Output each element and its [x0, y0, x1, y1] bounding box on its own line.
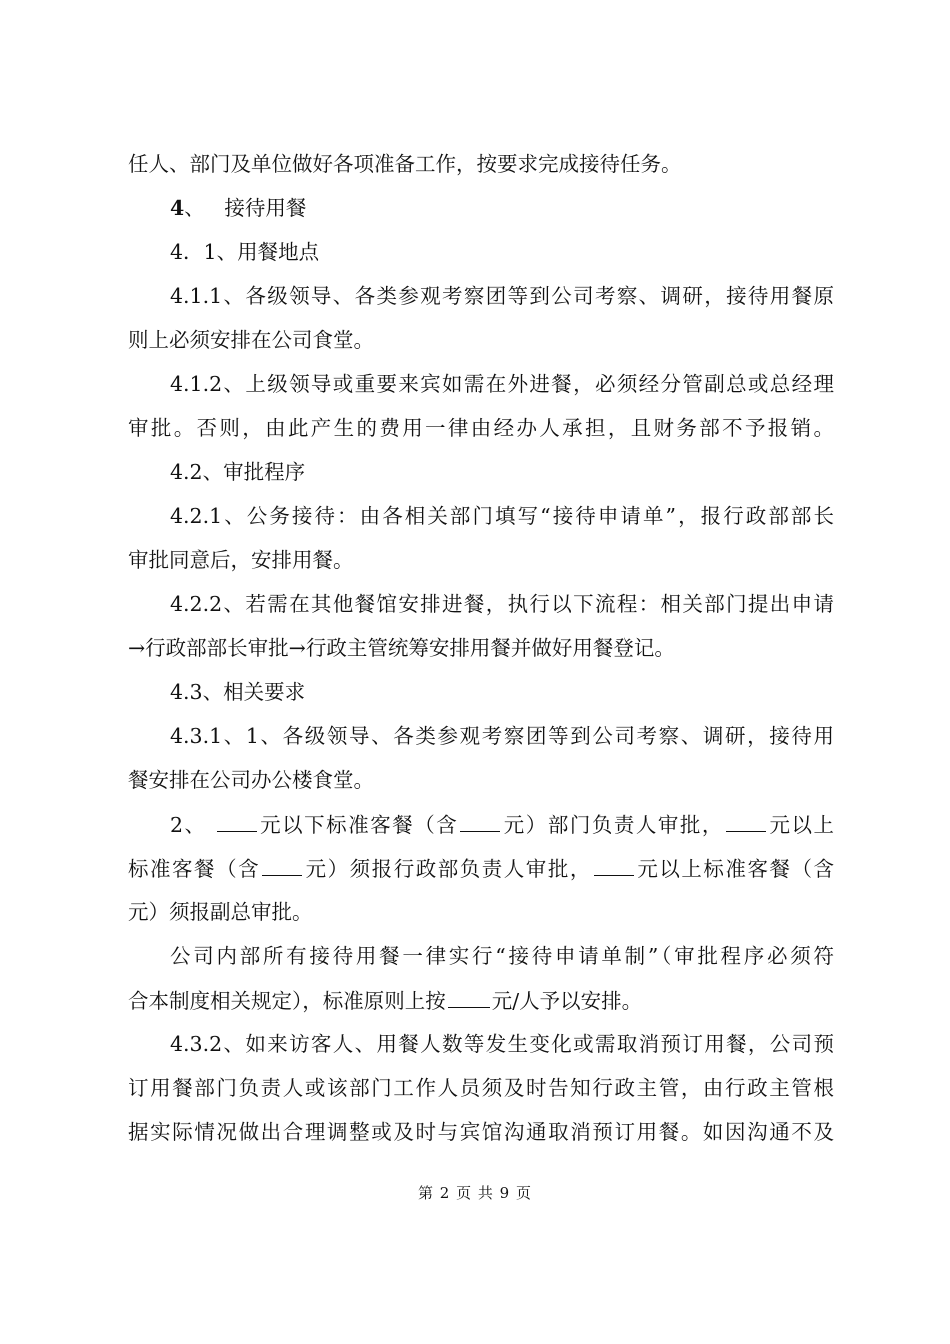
- paragraph-line: 4.3.1、1、各级领导、各类参观考察团等到公司考察、调研，接待用: [170, 724, 834, 748]
- paragraph-line: 4.2.1、公务接待：由各相关部门填写“接待申请单”，报行政部部长: [170, 504, 834, 528]
- paragraph-line: [128, 853, 834, 883]
- paragraph-line: 餐安排在公司办公楼食堂。: [128, 768, 374, 792]
- paragraph-line: 审批。否则，由此产生的费用一律由经办人承担，且财务部不予报销。: [128, 416, 834, 440]
- paragraph-line: 审批同意后，安排用餐。: [128, 548, 354, 572]
- line-text: 2、: [170, 813, 207, 837]
- paragraph-line: →行政部部长审批→行政主管统筹安排用餐并做好用餐登记。: [128, 636, 675, 660]
- paragraph-line: 4.1.2、上级领导或重要来宾如需在外进餐，必须经分管副总或总经理: [170, 372, 834, 396]
- paragraph-line: 任人、部门及单位做好各项准备工作，按要求完成接待任务。: [128, 152, 682, 176]
- line-text: 元以下标准客餐（含: [258, 813, 459, 837]
- fill-in-blank[interactable]: [448, 985, 490, 1008]
- page-number-footer: 第 2 页 共 9 页: [418, 1184, 532, 1202]
- paragraph-line: 订用餐部门负责人或该部门工作人员须及时告知行政主管，由行政主管根: [128, 1076, 834, 1100]
- paragraph-line: [128, 809, 834, 839]
- line-text: 元/人予以安排。: [491, 989, 643, 1013]
- line-text: 标准客餐（含: [128, 857, 261, 881]
- subsection-heading: 4．1、用餐地点: [170, 240, 320, 264]
- fill-in-blank[interactable]: [217, 809, 257, 832]
- line-text: 元以上: [767, 813, 834, 837]
- paragraph-line: 公司内部所有接待用餐一律实行“接待申请单制”（审批程序必须符: [170, 944, 834, 968]
- line-text: 合本制度相关规定），标准原则上按: [128, 989, 446, 1013]
- line-text: 元）须报行政部负责人审批，: [304, 857, 592, 881]
- paragraph-line: 4.3.2、如来访客人、用餐人数等发生变化或需取消预订用餐，公司预: [170, 1032, 834, 1056]
- subsection-heading: 4.2、审批程序: [170, 460, 306, 484]
- section-number: 4: [170, 196, 185, 220]
- paragraph-line: 元）须报副总审批。: [128, 900, 313, 924]
- fill-in-blank[interactable]: [594, 853, 634, 876]
- fill-in-blank[interactable]: [460, 809, 500, 832]
- line-text: 元以上标准客餐（含: [635, 857, 835, 881]
- fill-in-blank[interactable]: [726, 809, 766, 832]
- fill-in-blank[interactable]: [262, 853, 302, 876]
- paragraph-line: 4.1.1、各级领导、各类参观考察团等到公司考察、调研，接待用餐原: [170, 284, 834, 308]
- subsection-heading: 4.3、相关要求: [170, 680, 306, 704]
- section-separator: 、: [184, 196, 205, 220]
- paragraph-line: [128, 985, 834, 1015]
- paragraph-line: 则上必须安排在公司食堂。: [128, 328, 374, 352]
- section-title: 接待用餐: [224, 196, 307, 220]
- paragraph-line: 4.2.2、若需在其他餐馆安排进餐，执行以下流程：相关部门提出申请: [170, 592, 834, 616]
- line-text: 元）部门负责人审批，: [502, 813, 724, 837]
- paragraph-line: 据实际情况做出合理调整或及时与宾馆沟通取消预订用餐。如因沟通不及: [128, 1120, 834, 1144]
- section-heading: [128, 193, 834, 223]
